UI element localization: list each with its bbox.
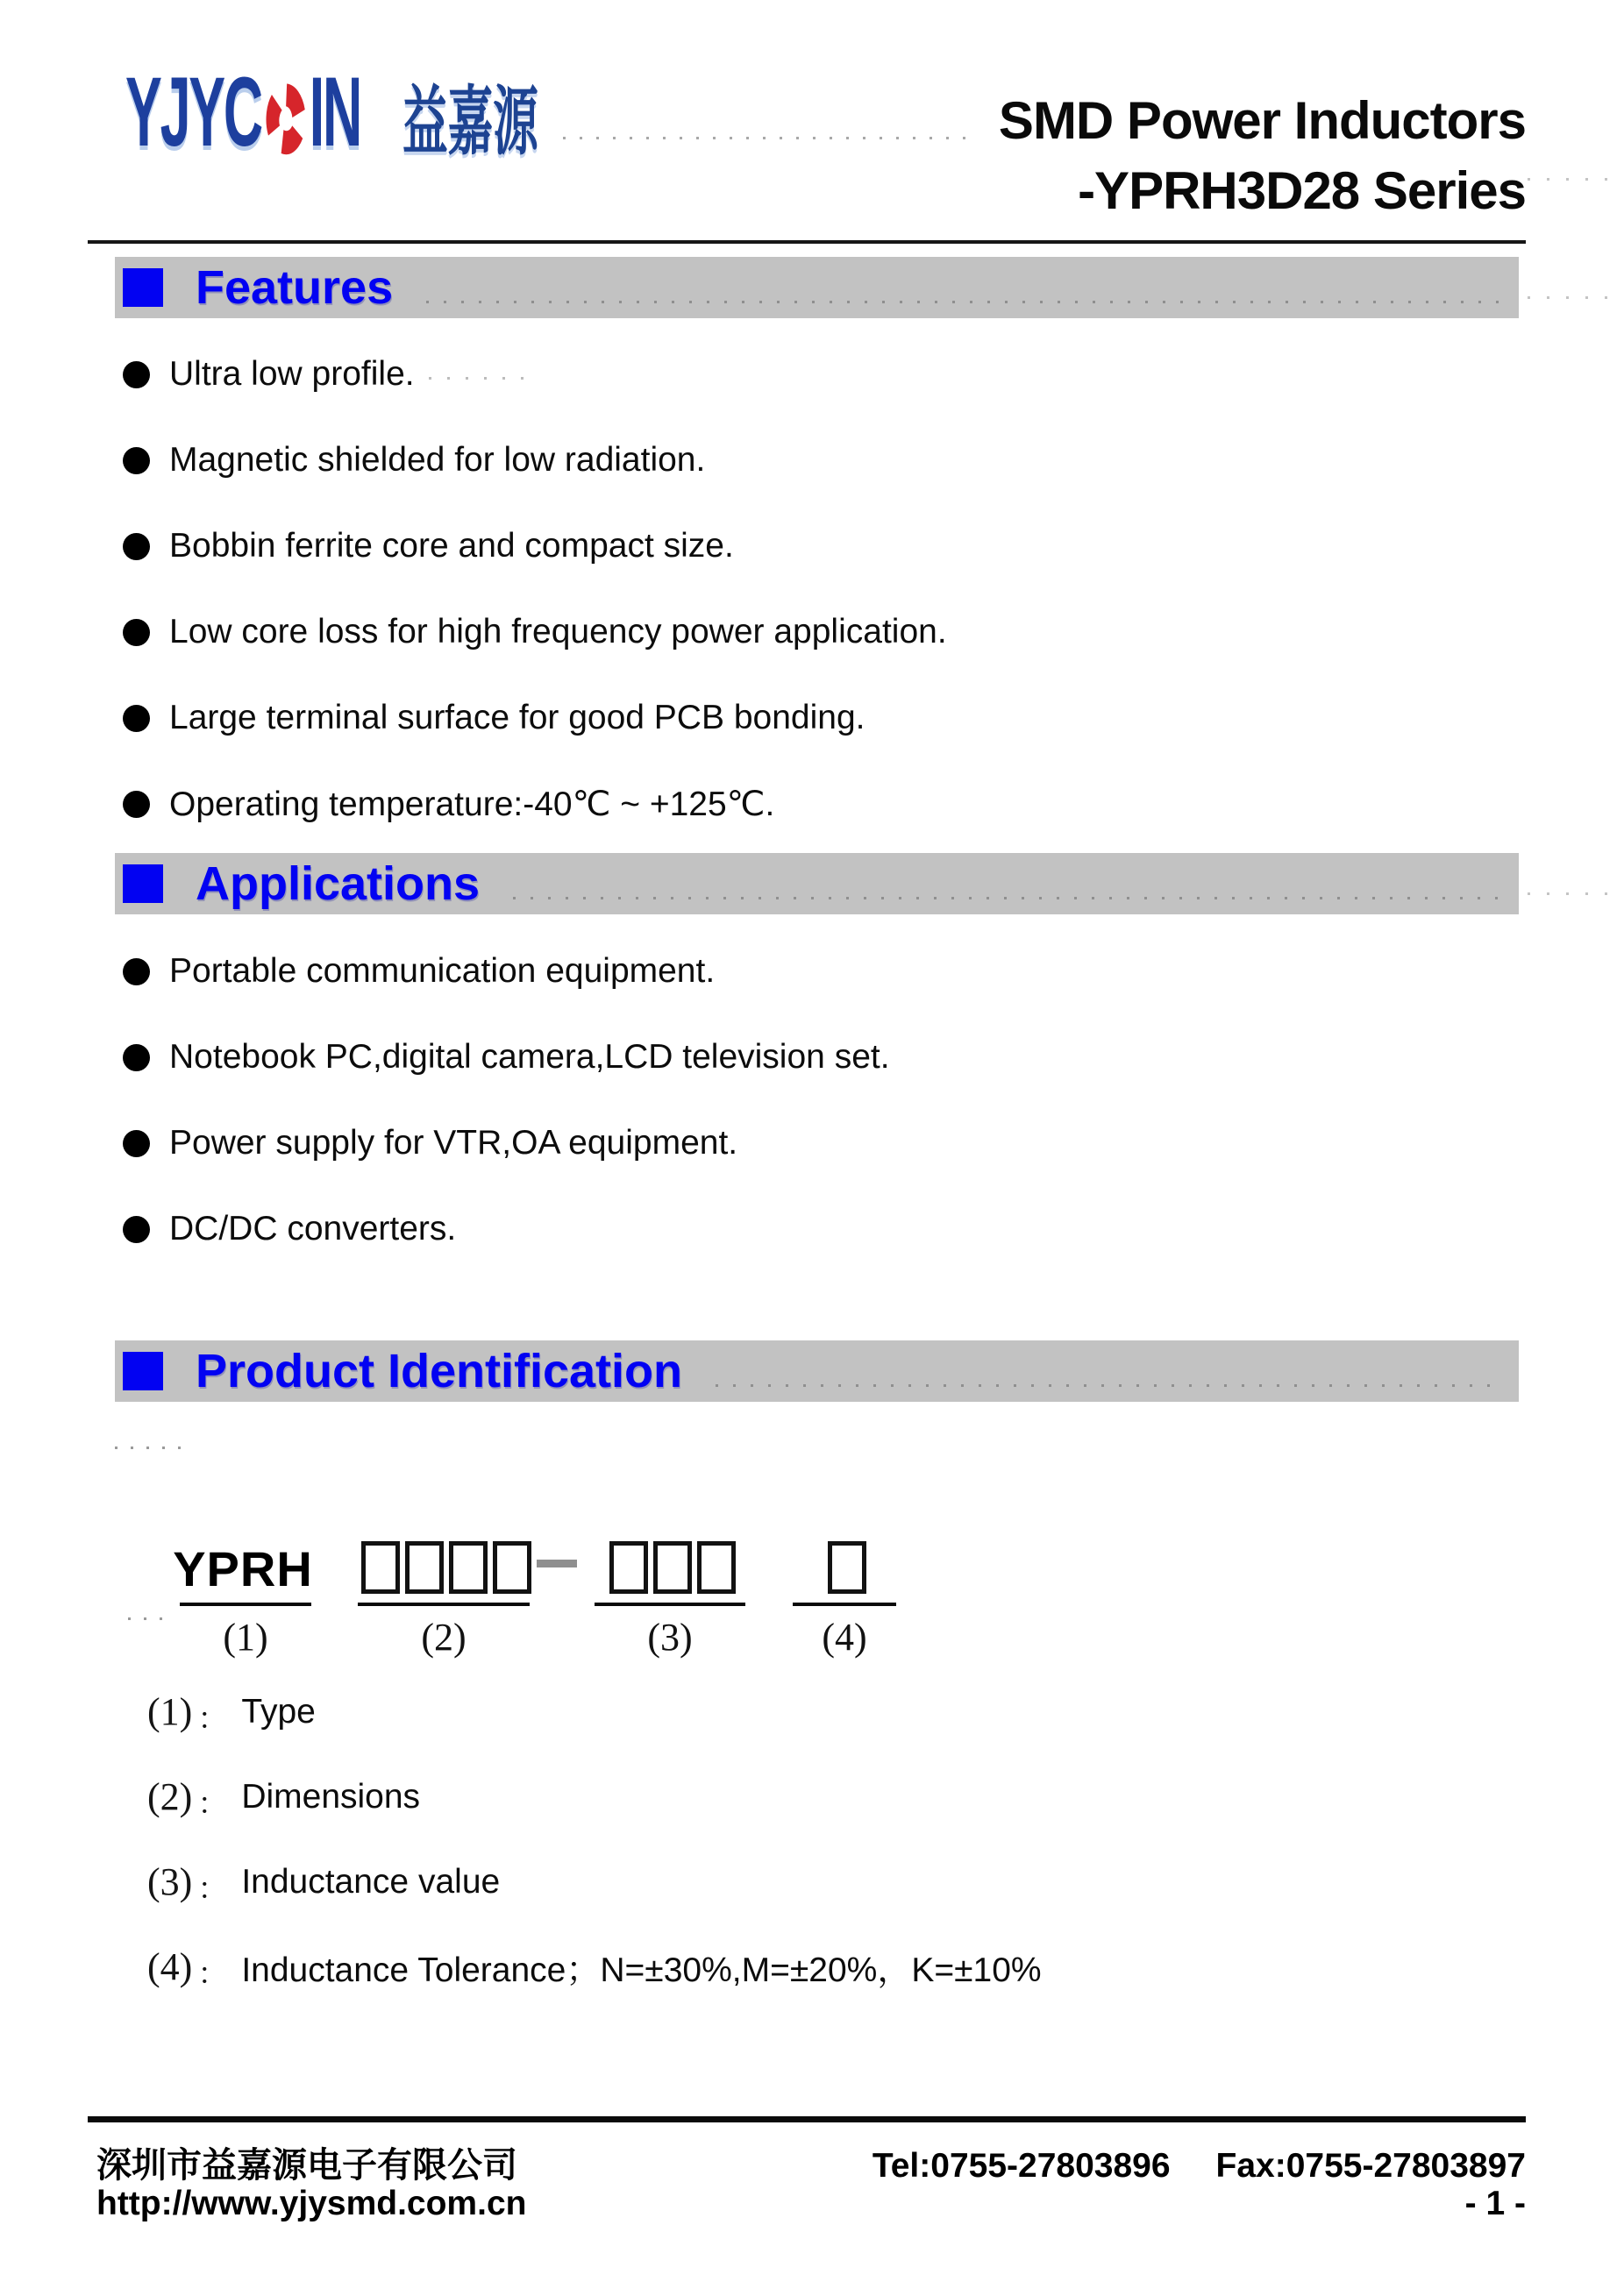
features-section-title: Features	[196, 261, 394, 314]
code-box	[828, 1541, 866, 1594]
application-item-text: Portable communication equipment.	[169, 952, 716, 990]
logo-chinese-text: 益嘉源	[402, 80, 538, 164]
part-number-group-content	[595, 1518, 745, 1603]
section-square-icon	[123, 864, 163, 903]
title-line1: SMD Power Inductors	[998, 91, 1526, 150]
part-number-group-label: (2)	[421, 1616, 467, 1659]
application-item	[115, 1014, 890, 1100]
feature-item	[115, 417, 947, 503]
legend-text: Type	[241, 1692, 316, 1731]
section-square-icon	[123, 268, 163, 307]
legend-number: (3)	[147, 1860, 193, 1903]
application-item	[115, 1100, 890, 1186]
feature-item-text: Ultra low profile.	[169, 355, 527, 394]
feature-item	[115, 589, 947, 675]
part-number-group-content	[358, 1518, 530, 1603]
legend-text: Dimensions	[241, 1777, 421, 1816]
product-id-section-title: Product Identification	[196, 1345, 683, 1397]
application-item-text: Notebook PC,digital camera,LCD television set.	[169, 1038, 890, 1076]
bullet-icon	[123, 361, 150, 388]
leader-dots	[513, 897, 1499, 899]
part-number-legend	[147, 1669, 1042, 2009]
legend-colon: ：	[197, 1873, 228, 1906]
footer-line2	[96, 2185, 1526, 2223]
bullet-icon	[123, 1130, 150, 1157]
legend-item	[147, 1839, 1042, 1924]
legend-number: (4)	[147, 1945, 193, 1988]
part-number-boxes	[828, 1541, 866, 1594]
feature-item	[115, 503, 947, 589]
bullet-icon	[123, 1216, 150, 1243]
part-number-boxes	[361, 1541, 531, 1594]
part-number-group-label: (4)	[822, 1616, 867, 1659]
page-number: - 1 -	[1464, 2185, 1526, 2222]
header-divider	[88, 240, 1526, 244]
feature-item-text: Magnetic shielded for low radiation.	[169, 441, 706, 479]
bullet-icon	[123, 958, 150, 985]
feature-item-text: Operating temperature:-40℃ ~ +125℃.	[169, 785, 775, 823]
application-item-text: Power supply for VTR,OA equipment.	[169, 1124, 738, 1162]
part-number-group-label: (1)	[223, 1616, 268, 1659]
application-item	[115, 928, 890, 1014]
code-box	[493, 1541, 531, 1594]
applications-list	[115, 928, 890, 1272]
legend-number: (1)	[147, 1690, 193, 1733]
title-line2: -YPRH3D28 Series	[1078, 161, 1526, 220]
bullet-icon	[123, 791, 150, 818]
part-number-group	[793, 1518, 896, 1660]
feature-item-text: Low core loss for high frequency power application.	[169, 613, 947, 650]
scan-artifact-dots	[115, 1447, 183, 1449]
logo-latin-part1: YJYC	[125, 57, 261, 167]
section-square-icon	[123, 1352, 163, 1390]
features-section-header	[115, 257, 1519, 318]
scan-artifact-dots	[1528, 892, 1619, 895]
bullet-icon	[123, 619, 150, 646]
leader-dots	[716, 1384, 1499, 1387]
bullet-icon	[123, 705, 150, 732]
part-number-group	[358, 1518, 530, 1660]
part-number-boxes	[609, 1541, 736, 1594]
legend-item	[147, 1754, 1042, 1839]
part-number-group-content	[793, 1518, 896, 1603]
bullet-icon	[123, 533, 150, 560]
header-leader-dots	[563, 137, 979, 139]
feature-item	[115, 331, 947, 417]
legend-item	[147, 1669, 1042, 1754]
scan-artifact-dots	[1528, 178, 1617, 181]
part-number-group-label: (3)	[647, 1616, 693, 1659]
company-name: 深圳市益嘉源电子有限公司	[96, 2146, 517, 2185]
code-box	[609, 1541, 648, 1594]
logo-latin-part2: IN	[309, 57, 361, 167]
dash-separator	[537, 1560, 577, 1567]
feature-item-text: Bobbin ferrite core and compact size.	[169, 527, 734, 565]
fax-number: Fax:0755-27803897	[1215, 2147, 1526, 2185]
bullet-icon	[123, 447, 150, 474]
legend-item	[147, 1924, 1042, 2009]
footer-divider	[88, 2116, 1526, 2122]
code-box	[361, 1541, 400, 1594]
scan-artifact-dots	[128, 1617, 163, 1620]
part-number-group	[595, 1518, 745, 1660]
legend-colon: ：	[197, 1703, 228, 1736]
part-number-group	[173, 1518, 313, 1660]
scan-artifact-dots	[1528, 296, 1619, 299]
footer-line1	[96, 2137, 1526, 2187]
legend-number: (2)	[147, 1775, 193, 1818]
part-number-prefix: YPRH	[173, 1541, 313, 1596]
product-id-section-header	[115, 1340, 1519, 1402]
code-box	[449, 1541, 488, 1594]
legend-colon: ：	[197, 1788, 228, 1821]
leader-dots	[426, 301, 1499, 303]
feature-item	[115, 761, 947, 847]
code-box	[405, 1541, 444, 1594]
website-url[interactable]: http://www.yjysmd.com.cn	[96, 2185, 527, 2222]
legend-colon: ：	[197, 1958, 228, 1991]
application-item-text: DC/DC converters.	[169, 1210, 457, 1248]
company-logo	[125, 56, 545, 167]
feature-item-text: Large terminal surface for good PCB bonding.	[169, 699, 865, 736]
applications-section-header	[115, 853, 1519, 914]
applications-section-title: Applications	[196, 857, 481, 910]
legend-text: Inductance value	[241, 1862, 501, 1901]
feature-item	[115, 675, 947, 761]
code-box	[653, 1541, 692, 1594]
features-list	[115, 331, 947, 847]
legend-text: Inductance Tolerance；N=±30%,M=±20%，K=±10%	[241, 1951, 1042, 1989]
bullet-icon	[123, 1044, 150, 1071]
document-title	[999, 86, 1526, 226]
application-item	[115, 1186, 890, 1272]
footer-contacts	[873, 2147, 1526, 2186]
logo-swirl-icon	[263, 79, 309, 160]
part-number-group-content	[173, 1518, 313, 1603]
logo-latin-text	[125, 57, 361, 167]
tel-number: Tel:0755-27803896	[872, 2147, 1171, 2185]
code-box	[697, 1541, 736, 1594]
